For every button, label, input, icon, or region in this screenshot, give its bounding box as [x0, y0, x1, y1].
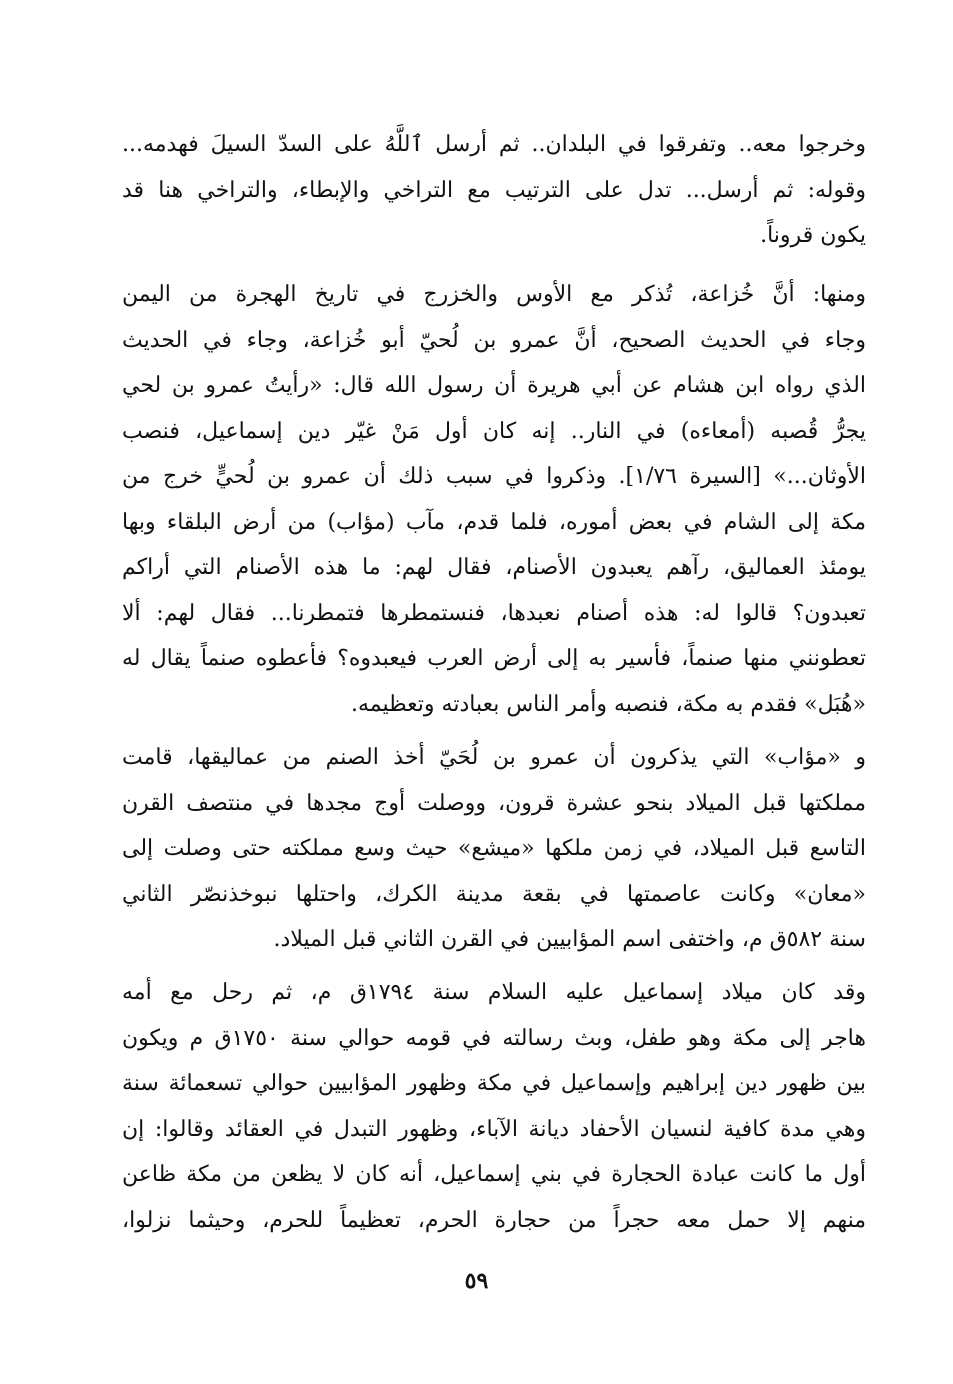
text-line: مكة إلى الشام في بعض أموره، فلما قدم، مآب (مؤاب) من أرض البلقاء وبها	[122, 509, 866, 535]
text-line: و «مؤاب» التي يذكرون أن عمرو بن لُحَيّ أخذ الصنم من عماليقها، قامت	[122, 745, 866, 770]
text-line: منهم إلا حمل معه حجراً من حجارة الحرم، تعظيماً للحرم، وحيثما نزلوا،	[122, 1207, 866, 1233]
text-line: سنة ٥٨٢ق م، واختفى اسم المؤابيين في القرن الثاني قبل الميلاد.	[273, 927, 866, 952]
text-line: تعبدون؟ قالوا له: هذه أصنام نعبدها، فنستمطرها فتمطرنا... فقال لهم: ألا	[122, 600, 866, 626]
paragraph-4	[122, 970, 866, 1243]
text-line: وخرجوا معه.. وتفرقوا في البلدان.. ثم أرسل ٱللَّهُ على السدّ السيلَ فهدمه...	[122, 132, 866, 157]
text-line: يجرُّ قُصبه (أمعاءه) في النار.. إنه كان أول مَنْ غيّر دين إسماعيل، فنصب	[122, 418, 866, 444]
text-line: التاسع قبل الميلاد، في زمن ملكها «ميشع» حيث وسع مملكته حتى وصلت إلى	[122, 836, 866, 861]
text-line: وقد كان ميلاد إسماعيل عليه السلام سنة ١٧٩٤ق م، ثم رحل مع أمه	[122, 980, 866, 1005]
text-line: بين ظهور دين إبراهيم وإسماعيل في مكة وظهور المؤابيين حوالي تسعمائة سنة	[122, 1071, 866, 1096]
text-line: أول ما كانت عبادة الحجارة في بني إسماعيل، أنه كان لا يظعن من مكة ظاعن	[122, 1162, 866, 1187]
text-line: يومئذ العماليق، رآهم يعبدون الأصنام، فقال لهم: ما هذه الأصنام التي أراكم	[122, 555, 866, 580]
text-line: وهي مدة كافية لنسيان الأحفاد ديانة الآباء، وظهور التبدل في العقائد وقالوا: إن	[122, 1116, 866, 1142]
text-line: تعطونني منها صنماً، فأسير به إلى أرض العرب فيعبدوه؟ فأعطوه صنماً يقال له	[122, 646, 866, 671]
text-line: «معان» وكانت عاصمتها في بقعة مدينة الكرك، واحتلها نبوخذنصّر الثاني	[122, 881, 866, 907]
paragraph-3	[122, 735, 866, 963]
text-line: وجاء في الحديث الصحيح، أنَّ عمرو بن لُحيّ أبو خُزاعة، وجاء في الحديث	[122, 327, 866, 353]
text-line: يكون قروناً.	[760, 223, 866, 248]
text-line: مملكتها قبل الميلاد بنحو عشرة قرون، ووصلت أوج مجدها في منتصف القرن	[122, 790, 866, 816]
text-line: ومنها: أنَّ خُزاعة، تُذكر مع الأوس والخزرج في تاريخ الهجرة من اليمن	[122, 282, 866, 307]
text-line: هاجر إلى مكة وهو طفل، وبث رسالته في قومه حوالي سنة ١٧٥٠ق م ويكون	[122, 1025, 866, 1051]
paragraph-1	[122, 122, 866, 259]
text-line: «هُبَل» فقدم به مكة، فنصبه وأمر الناس بعبادته وتعظيمه.	[350, 691, 866, 717]
text-line: وقوله: ثم أرسل... تدل على الترتيب مع التراخي والإبطاء، والتراخي هنا قد	[122, 177, 866, 203]
paragraph-2	[122, 272, 866, 727]
text-line: الأوثان...» [السيرة ١/٧٦]. وذكروا في سبب ذلك أن عمرو بن لُحيٍّ خرج من	[122, 464, 866, 489]
page-number: ٥٩	[464, 1268, 489, 1294]
text-line: الذي رواه ابن هشام عن أبي هريرة أن رسول الله قال: «رأيتُ عمرو بن لحي	[122, 373, 866, 398]
